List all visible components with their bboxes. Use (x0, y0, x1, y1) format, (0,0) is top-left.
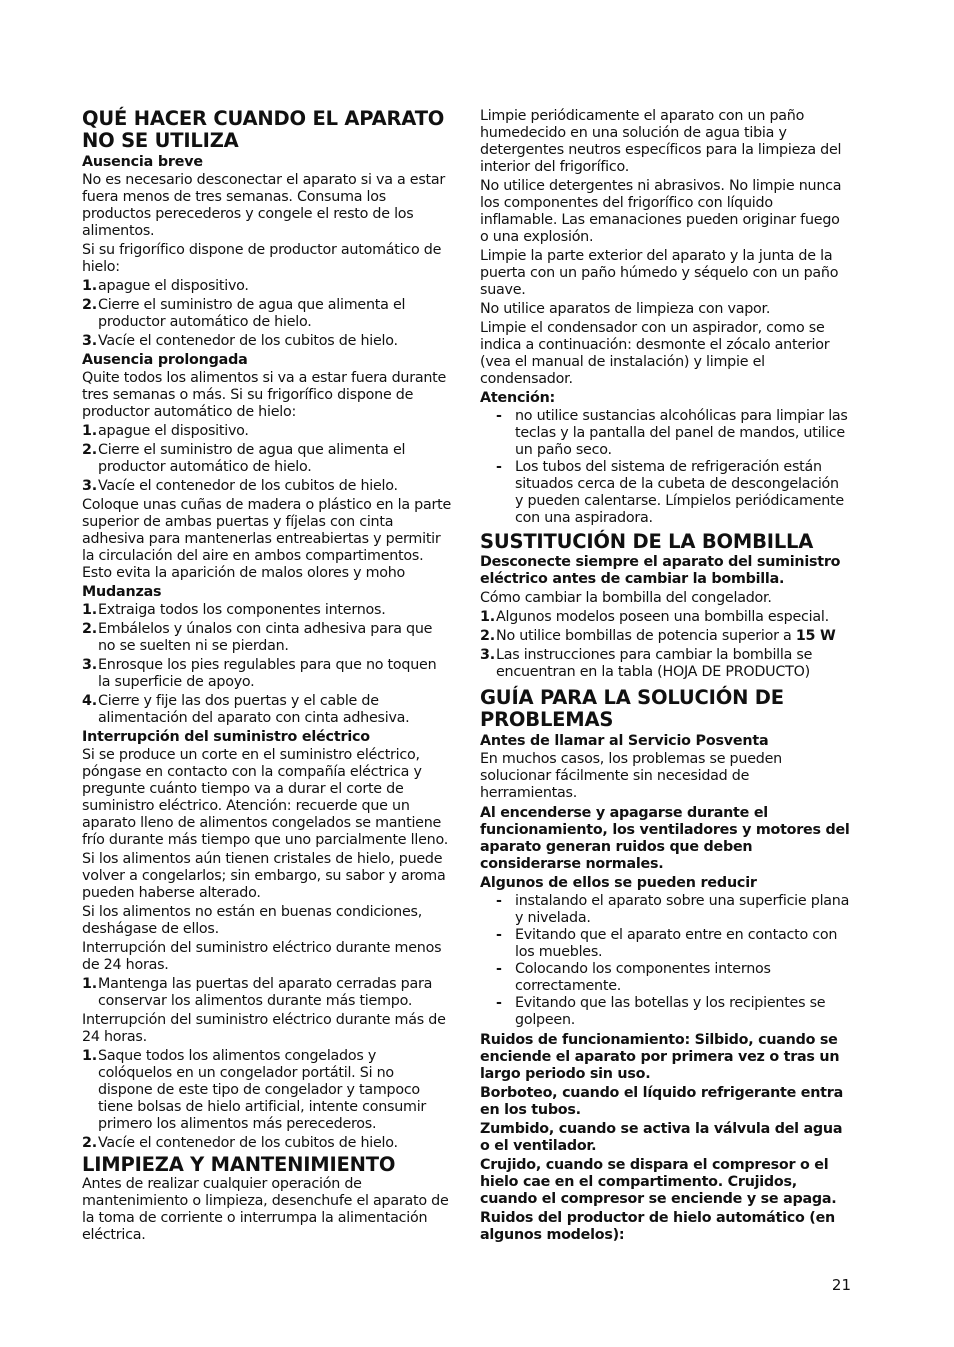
list-item: 3. Vacíe el contenedor de los cubitos de hielo. (82, 333, 398, 349)
paragraph: Limpie el condensador con un aspirador, como se indica a continuación: desmonte el zócalo anterior (vea el manual de instalación) y limpie el condensador. (480, 320, 830, 387)
paragraph: Si se produce un corte en el suministro eléctrico, póngase en contacto con la compañía eléctrica y pregunte cuánto tiempo va a durar el corte de suministro eléctrico. Atención: recuerde que un aparato lleno de alimentos congelados se mantiene frío durante más tiempo que uno parcialmente lleno. (82, 747, 448, 848)
bulb-power-value: 15 W (795, 628, 836, 644)
list-item: 4. Cierre y fije las dos puertas y el cable de alimentación del aparato con cinta adhesiva. (82, 693, 410, 726)
subheading-power-outage: Interrupción del suministro eléctrico (82, 729, 370, 745)
left-column (82, 108, 452, 1246)
bold-paragraph: Ruidos de funcionamiento: Silbido, cuando se enciende el aparato por primera vez o tras un largo periodo sin uso. (480, 1032, 840, 1082)
bold-paragraph: Al encenderse y apagarse durante el funcionamiento, los ventiladores y motores del aparato generan ruidos que deben considerarse normales. (480, 805, 850, 872)
warning-text: Desconecte siempre el aparato del suministro eléctrico antes de cambiar la bombilla. (480, 554, 841, 587)
paragraph: No utilice aparatos de limpieza con vapor. (480, 301, 771, 317)
bullet-item: - instalando el aparato sobre una superficie plana y nivelada. (496, 893, 850, 926)
paragraph: Interrupción del suministro eléctrico durante más de 24 horas. (82, 1012, 446, 1045)
list-item: 2. Cierre el suministro de agua que alimenta el productor automático de hielo. (82, 442, 406, 475)
subheading-attention: Atención: (480, 390, 556, 406)
subheading-reduce-noise: Algunos de ellos se pueden reducir (480, 875, 757, 891)
paragraph: Si los alimentos aún tienen cristales de hielo, puede volver a congelarlos; sin embargo, su sabor y aroma pueden haberse alterado. (82, 851, 446, 901)
paragraph: Si los alimentos no están en buenas condiciones, deshágase de ellos. (82, 904, 423, 937)
subheading-long-absence: Ausencia prolongada (82, 352, 248, 368)
paragraph: No es necesario desconectar el aparato si va a estar fuera menos de tres semanas. Consuma los productos perecederos y congele el resto de los alimentos. (82, 172, 446, 239)
list-item: 2. Embálelos y únalos con cinta adhesiva para que no se suelten ni se pierdan. (82, 621, 433, 654)
list-item: 3. Las instrucciones para cambiar la bombilla se encuentran en la tabla (HOJA DE PRODUCTO) (480, 647, 813, 680)
list-item: 2. Cierre el suministro de agua que alimenta el productor automático de hielo. (82, 297, 406, 330)
section-title-bulb-replacement: SUSTITUCIÓN DE LA BOMBILLA (480, 530, 814, 553)
list-item: 1. Extraiga todos los componentes internos. (82, 602, 386, 618)
list-item: 1. apague el dispositivo. (82, 423, 249, 439)
bullet-item: - Evitando que el aparato entre en contacto con los muebles. (496, 927, 838, 960)
bold-paragraph: Zumbido, cuando se activa la válvula del agua o el ventilador. (480, 1121, 843, 1154)
page-number: 21 (831, 1276, 851, 1294)
list-item: 1. Algunos modelos poseen una bombilla especial. (480, 609, 829, 625)
paragraph: Limpie la parte exterior del aparato y la junta de la puerta con un paño húmedo y séquelo con un paño suave. (480, 248, 839, 298)
bullet-item: - no utilice sustancias alcohólicas para limpiar las teclas y la pantalla del panel de mandos, utilice un paño seco. (496, 408, 848, 458)
list-item: 1. Mantenga las puertas del aparato cerradas para conservar los alimentos durante más tiempo. (82, 976, 433, 1009)
bullet-item: - Evitando que las botellas y los recipientes se golpeen. (496, 995, 826, 1028)
list-item: 1. apague el dispositivo. (82, 278, 249, 294)
list-item: 2. Vacíe el contenedor de los cubitos de hielo. (82, 1135, 398, 1151)
bullet-item: - Colocando los componentes internos correctamente. (496, 961, 771, 994)
list-item: 3. Enrosque los pies regulables para que no toquen la superficie de apoyo. (82, 657, 437, 690)
subheading-short-absence: Ausencia breve (82, 154, 203, 170)
list-item: 3. Vacíe el contenedor de los cubitos de hielo. (82, 478, 398, 494)
paragraph: Coloque unas cuñas de madera o plástico en la parte superior de ambas puertas y fíjelas con cinta adhesiva para mantenerlas entreabiertas y permitir la circulación del aire en ambos compartimentos. Esto evita la aparición de malos olores y moho (82, 497, 452, 581)
paragraph: Interrupción del suministro eléctrico durante menos de 24 horas. (82, 940, 442, 973)
section-title-not-in-use: QUÉ HACER CUANDO EL APARATO NO SE UTILIZA (82, 107, 445, 152)
list-item: 2. No utilice bombillas de potencia superior a 15 W (480, 628, 836, 644)
bold-paragraph: Borboteo, cuando el líquido refrigerante entra en los tubos. (480, 1085, 843, 1118)
paragraph: En muchos casos, los problemas se pueden solucionar fácilmente sin necesidad de herramientas. (480, 751, 782, 801)
paragraph: Si su frigorífico dispone de productor automático de hielo: (82, 242, 442, 275)
section-title-troubleshooting: GUÍA PARA LA SOLUCIÓN DE PROBLEMAS (480, 686, 784, 731)
bold-paragraph: Crujido, cuando se dispara el compresor o el hielo cae en el compartimento. Crujidos, cuando el compresor se enciende y se apaga. (480, 1157, 837, 1207)
bold-paragraph: Ruidos del productor de hielo automático (en algunos modelos): (480, 1210, 835, 1243)
paragraph: Limpie periódicamente el aparato con un paño humedecido en una solución de agua tibia y detergentes neutros específicos para la limpieza del interior del frigorífico. (480, 108, 842, 175)
subheading-moving: Mudanzas (82, 584, 162, 600)
subheading-before-service: Antes de llamar al Servicio Posventa (480, 733, 769, 749)
list-item: 1. Saque todos los alimentos congelados y colóquelos en un congelador portátil. Si no dispone de este tipo de congelador y tampoco tiene bolsas de hielo artificial, intente consumir primero los alimentos más perecederos. (82, 1048, 427, 1132)
paragraph: Quite todos los alimentos si va a estar fuera durante tres semanas o más. Si su frigorífico dispone de productor automático de hielo: (82, 370, 447, 420)
right-column (480, 108, 850, 1246)
bullet-item: - Los tubos del sistema de refrigeración están situados cerca de la cubeta de descongelación y pueden calentarse. Límpielos periódicamente con una aspiradora. (496, 459, 844, 526)
paragraph: Antes de realizar cualquier operación de mantenimiento o limpieza, desenchufe el aparato de la toma de corriente o interrumpa la alimentación eléctrica. (82, 1176, 449, 1243)
paragraph: Cómo cambiar la bombilla del congelador. (480, 590, 772, 606)
section-title-cleaning: LIMPIEZA Y MANTENIMIENTO (82, 1153, 396, 1176)
paragraph: No utilice detergentes ni abrasivos. No limpie nunca los componentes del frigorífico con líquido inflamable. Las emanaciones pueden originar fuego o una explosión. (480, 178, 842, 245)
